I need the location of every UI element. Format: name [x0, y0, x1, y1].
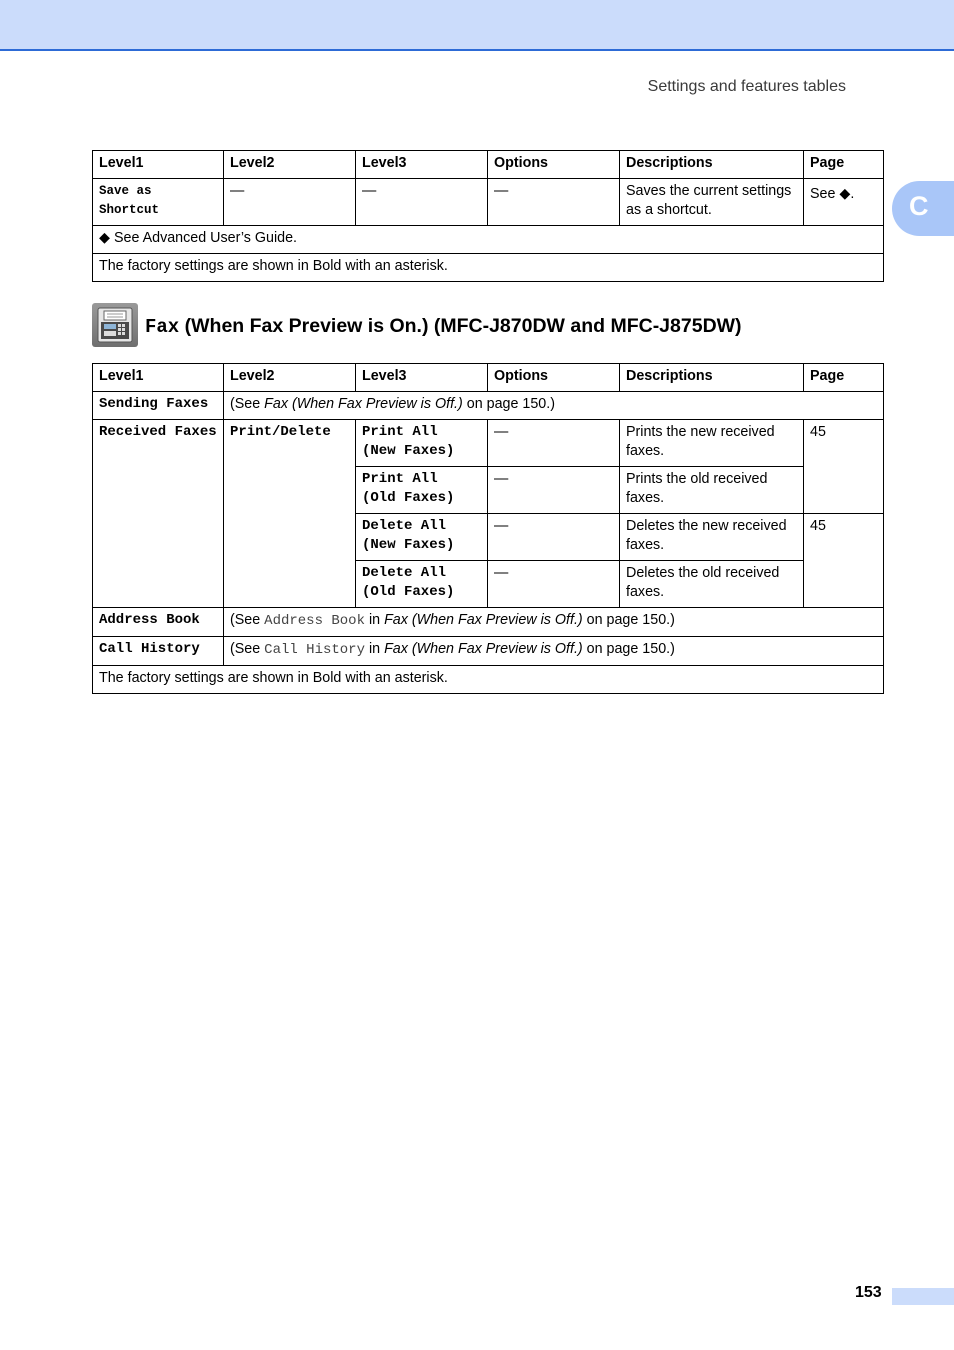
chapter-letter: C [909, 191, 929, 221]
level1-cell: Save as Shortcut [93, 179, 224, 226]
options-cell: — [488, 514, 620, 561]
ref-italic: Fax (When Fax Preview is Off.) [384, 641, 583, 657]
ref-text: in [365, 641, 385, 657]
level2-cell: — [224, 179, 356, 226]
description-cell: Prints the new received faxes. [620, 420, 804, 467]
table-row [93, 608, 884, 637]
level3-line: (New Faxes) [362, 443, 455, 459]
reference-cell [224, 637, 884, 666]
column-header: Level1 [93, 364, 224, 392]
level3-cell [356, 467, 488, 514]
table-header-row [93, 151, 884, 179]
level3-cell [356, 420, 488, 467]
options-cell: — [488, 420, 620, 467]
level1-cell: Call History [93, 637, 224, 666]
section-heading [92, 303, 742, 347]
level1-cell: Received Faxes [93, 420, 224, 608]
table-note-row [93, 666, 884, 694]
table-note-row [93, 254, 884, 282]
level3-line: (Old Faxes) [362, 490, 455, 506]
ref-italic: Fax (When Fax Preview is Off.) [264, 396, 463, 412]
column-header: Level2 [224, 151, 356, 179]
page-cell [804, 179, 884, 226]
table-header-row [93, 364, 884, 392]
level1-cell: Address Book [93, 608, 224, 637]
ref-text: (See [230, 612, 265, 628]
section-title-rest: (When Fax Preview is On.) (MFC-J870DW and MFC-J875DW) [179, 314, 742, 337]
description-cell: Prints the old received faxes. [620, 467, 804, 514]
description-cell: Saves the current settings as a shortcut. [620, 179, 804, 226]
ref-text: (See [230, 396, 265, 412]
table-row [93, 179, 884, 226]
ref-text: in [365, 612, 385, 628]
ref-text: on page 150.) [582, 612, 675, 628]
ref-italic: Fax (When Fax Preview is Off.) [384, 612, 583, 628]
level2-cell: Print/Delete [224, 420, 356, 608]
section-title-fax: Fax [145, 315, 180, 338]
reference-cell [224, 608, 884, 637]
level3-line: (New Faxes) [362, 537, 455, 553]
section-title [145, 315, 742, 338]
table-row [93, 637, 884, 666]
reference-cell [224, 392, 884, 420]
advanced-guide-note: ◆ See Advanced User’s Guide. [93, 226, 884, 254]
fax-settings-table [92, 363, 884, 694]
table-row [93, 392, 884, 420]
page-cell: 45 [804, 420, 884, 514]
running-head: Settings and features tables [647, 78, 846, 95]
level3-cell [356, 561, 488, 608]
table-note-row [93, 226, 884, 254]
factory-settings-note: The factory settings are shown in Bold with an asterisk. [93, 254, 884, 282]
ref-text: (See [230, 641, 265, 657]
page-period: . [850, 186, 855, 202]
shortcut-settings-table [92, 150, 884, 282]
level3-line: Print All [362, 424, 438, 440]
column-header: Level3 [356, 151, 488, 179]
column-header: Options [488, 364, 620, 392]
chapter-tab[interactable] [892, 181, 954, 236]
factory-settings-note: The factory settings are shown in Bold with an asterisk. [93, 666, 884, 694]
column-header: Level3 [356, 364, 488, 392]
ref-text: on page 150.) [582, 641, 675, 657]
level3-cell: — [356, 179, 488, 226]
level3-line: Delete All [362, 518, 447, 534]
top-header-band [0, 0, 954, 51]
options-cell: — [488, 179, 620, 226]
column-header: Level1 [93, 151, 224, 179]
ref-text: on page 150.) [462, 396, 555, 412]
page-number-band [892, 1288, 954, 1305]
level1-cell: Sending Faxes [93, 392, 224, 420]
options-cell: — [488, 467, 620, 514]
page-cell: 45 [804, 514, 884, 608]
column-header: Descriptions [620, 364, 804, 392]
level3-line: Delete All [362, 565, 447, 581]
description-cell: Deletes the new received faxes. [620, 514, 804, 561]
column-header: Page [804, 151, 884, 179]
level3-line: Print All [362, 471, 438, 487]
column-header: Page [804, 364, 884, 392]
column-header: Descriptions [620, 151, 804, 179]
ref-mono: Call History [264, 642, 365, 658]
column-header: Level2 [224, 364, 356, 392]
table-row [93, 420, 884, 467]
column-header: Options [488, 151, 620, 179]
level3-cell [356, 514, 488, 561]
level3-line: (Old Faxes) [362, 584, 455, 600]
page-see-text: See [810, 186, 840, 202]
page-number: 153 [855, 1284, 882, 1301]
ref-mono: Address Book [264, 613, 365, 629]
options-cell: — [488, 561, 620, 608]
description-cell: Deletes the old received faxes. [620, 561, 804, 608]
diamond-icon: ◆ [839, 186, 851, 202]
fax-machine-icon [92, 303, 138, 347]
